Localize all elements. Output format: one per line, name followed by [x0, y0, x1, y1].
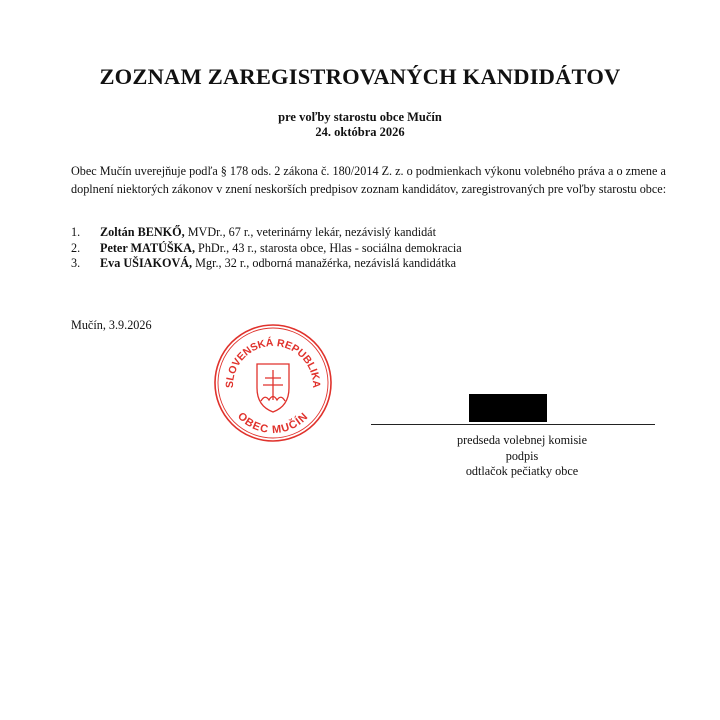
- candidate-name: Zoltán BENKŐ,: [100, 225, 185, 239]
- place-and-date: Mučín, 3.9.2026: [71, 318, 152, 332]
- stamp-top-text: SLOVENSKÁ REPUBLIKA: [223, 336, 323, 389]
- election-name: pre voľby starostu obce Mučín: [278, 110, 442, 124]
- document-subtitle: [0, 110, 720, 140]
- candidate-name: Peter MATÚŠKA,: [100, 240, 195, 255]
- candidate-number: 2.: [71, 240, 81, 255]
- election-date: 24. októbra 2026: [315, 125, 405, 139]
- document-title: ZOZNAM ZAREGISTROVANÝCH KANDIDÁTOV: [99, 64, 621, 89]
- signature-line: [371, 424, 655, 425]
- candidate-name: Eva UŠIAKOVÁ,: [100, 256, 193, 270]
- candidate-details: PhDr., 43 r., starosta obce, Hlas - sociálna demokracia: [195, 240, 462, 255]
- candidate-list: [71, 225, 671, 272]
- candidate-item: [71, 241, 671, 257]
- signature-label: podpis: [505, 448, 539, 463]
- candidate-details: Mgr., 32 r., odborná manažérka, nezávislá kandidátka: [192, 256, 457, 270]
- redacted-signature: [469, 394, 547, 422]
- stamp-label: odtlačok pečiatky obce: [465, 464, 579, 478]
- candidate-number: 1.: [71, 225, 81, 239]
- signature-block: [402, 433, 642, 480]
- candidate-item: [71, 256, 671, 272]
- official-stamp: [204, 322, 342, 444]
- candidate-number: 3.: [71, 256, 81, 270]
- intro-paragraph: Obec Mučín uverejňuje podľa § 178 ods. 2 zákona č. 180/2014 Z. z. o podmienkach výkonu volebného práva a o zmene a doplnení niektorých zákonov v znení neskorších predpisov zoznam kandidátov, zaregistrovaných pre voľby starostu obce:: [71, 164, 667, 196]
- stamp-bottom-text: OBEC MUČÍN: [235, 410, 311, 437]
- coat-of-arms-icon: [257, 364, 289, 412]
- signature-role: predseda volebnej komisie: [457, 433, 587, 447]
- candidate-item: [71, 225, 671, 241]
- candidate-details: MVDr., 67 r., veterinárny lekár, nezávislý kandidát: [184, 225, 436, 239]
